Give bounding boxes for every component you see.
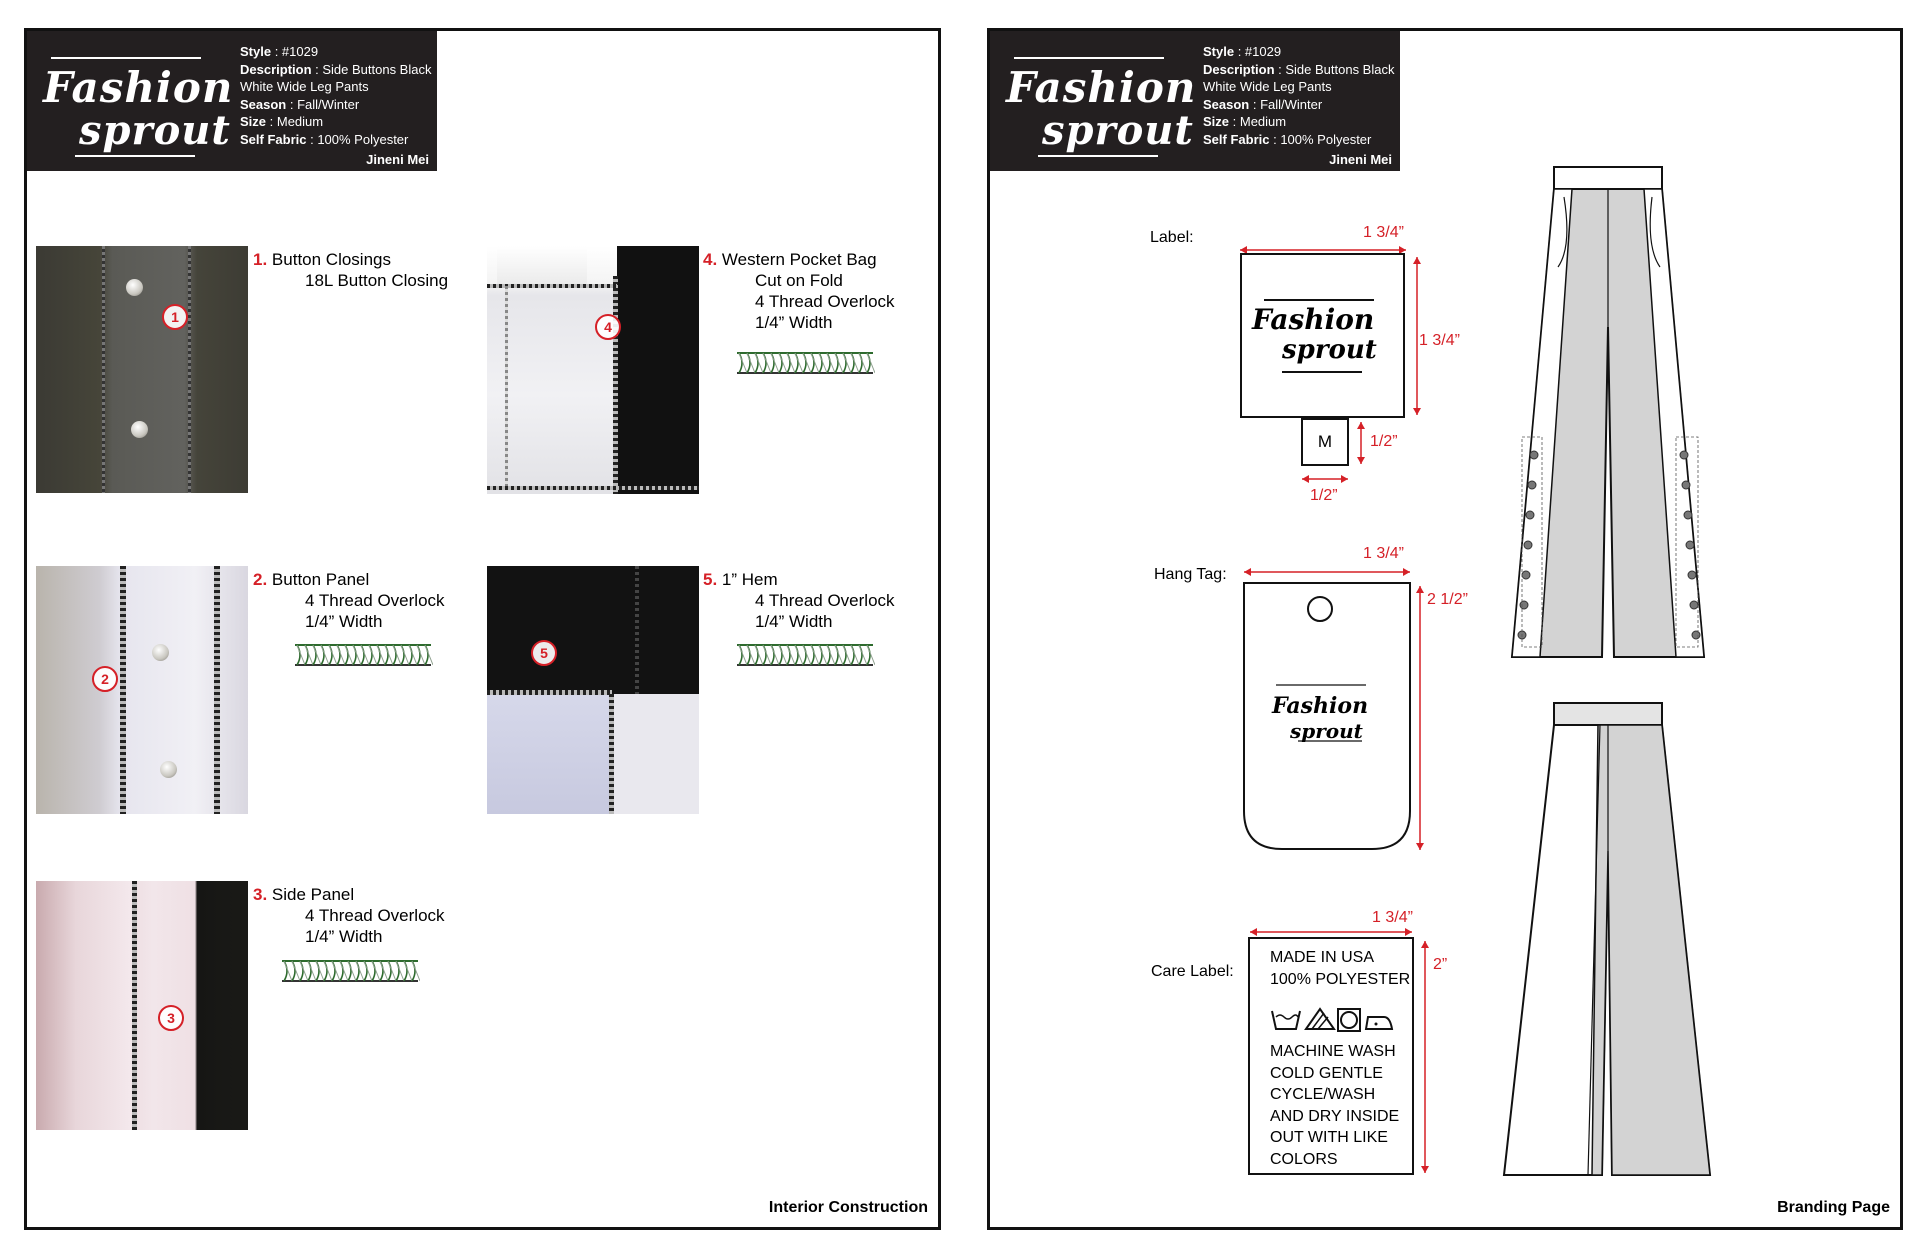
care-instruction-line: MACHINE WASH bbox=[1270, 1043, 1396, 1060]
callout-button-closings: 1. Button Closings 18L Button Closing bbox=[253, 250, 449, 290]
tab-width: 1/2” bbox=[1310, 487, 1338, 504]
care-symbols-icon bbox=[1270, 1005, 1396, 1035]
overlock-stitch-icon bbox=[293, 641, 433, 671]
photo-button-closings bbox=[36, 246, 248, 493]
callout-pocket-bag: 4. Western Pocket Bag Cut on Fold 4 Thread Overlock 1/4” Width bbox=[703, 250, 895, 332]
care-instruction-line: AND DRY INSIDE bbox=[1270, 1107, 1400, 1125]
tab-height: 1/2” bbox=[1370, 433, 1398, 450]
overlock-stitch-icon bbox=[280, 957, 420, 987]
photo-pocket-bag bbox=[487, 246, 699, 494]
marker-1: 1 bbox=[162, 304, 188, 330]
fashion-sprout-logo bbox=[35, 43, 240, 163]
overlock-stitch-icon bbox=[735, 349, 875, 379]
marker-5: 5 bbox=[531, 640, 557, 666]
photo-button-panel bbox=[36, 566, 248, 814]
pants-front-flat-sketch bbox=[1488, 691, 1728, 1191]
spec-sheet: Style : #1029 Description : Side Buttons Black White Wide Leg Pants Season : Fall/Winter Size : Medium Self Fabric : 100% Polyester bbox=[1203, 44, 1395, 147]
care-label-caption: Care Label: bbox=[1151, 963, 1234, 980]
pants-back-flat-sketch bbox=[1500, 137, 1720, 677]
care-label bbox=[1248, 937, 1414, 1175]
care-label-height: 2” bbox=[1433, 956, 1448, 973]
label-logo-word-1: Fashion bbox=[1252, 303, 1375, 336]
label-logo-word-2: sprout bbox=[1282, 335, 1377, 365]
marker-4: 4 bbox=[595, 314, 621, 340]
fashion-sprout-logo bbox=[998, 43, 1203, 163]
hang-tag-width: 1 3/4” bbox=[1363, 545, 1404, 562]
hang-tag-logo-word-2: sprout bbox=[1290, 719, 1363, 743]
callout-button-panel: 2. Button Panel 4 Thread Overlock 1/4” Width bbox=[253, 570, 445, 631]
care-instruction-line: COLORS bbox=[1270, 1150, 1338, 1168]
logo-word-1: Fashion bbox=[1006, 63, 1197, 112]
marker-2: 2 bbox=[92, 666, 118, 692]
logo-word-2: sprout bbox=[1042, 107, 1194, 154]
callout-hem: 5. 1” Hem 4 Thread Overlock 1/4” Width bbox=[703, 570, 895, 631]
label-width: 1 3/4” bbox=[1363, 224, 1404, 241]
photo-hem bbox=[487, 566, 699, 814]
header-block bbox=[990, 31, 1400, 171]
care-instruction-line: COLD GENTLE bbox=[1270, 1064, 1383, 1082]
page-footer-title: Interior Construction bbox=[768, 1199, 928, 1216]
photo-side-panel bbox=[36, 881, 248, 1130]
header-block bbox=[27, 31, 437, 171]
label-caption: Label: bbox=[1150, 229, 1194, 246]
logo-word-1: Fashion bbox=[43, 63, 234, 112]
designer-name: Jineni Mei bbox=[1329, 152, 1392, 167]
hang-tag-caption: Hang Tag: bbox=[1154, 566, 1227, 583]
overlock-stitch-icon bbox=[735, 641, 875, 671]
designer-name: Jineni Mei bbox=[366, 152, 429, 167]
care-origin: MADE IN USA bbox=[1270, 949, 1375, 966]
spec-sheet: Style : #1029 Description : Side Buttons Black White Wide Leg Pants Season : Fall/Winter Size : Medium Self Fabric : 100% Polyester bbox=[240, 44, 432, 147]
care-fiber: 100% POLYESTER bbox=[1270, 971, 1411, 988]
logo-word-2: sprout bbox=[79, 107, 231, 154]
tab-height-dimension bbox=[1354, 420, 1368, 466]
hang-tag-logo-word-1: Fashion bbox=[1272, 693, 1369, 719]
label-height: 1 3/4” bbox=[1419, 332, 1460, 349]
hang-tag-height: 2 1/2” bbox=[1427, 591, 1468, 608]
branding-page bbox=[987, 28, 1903, 1230]
care-label-height-dimension bbox=[1418, 939, 1432, 1175]
hang-tag-height-dimension bbox=[1413, 584, 1427, 852]
size-tab bbox=[1301, 418, 1349, 466]
care-instruction-line: OUT WITH LIKE bbox=[1270, 1129, 1388, 1146]
marker-3: 3 bbox=[158, 1005, 184, 1031]
callout-side-panel: 3. Side Panel 4 Thread Overlock 1/4” Width bbox=[253, 885, 445, 946]
page-footer-title: Branding Page bbox=[1777, 1199, 1890, 1216]
brand-label bbox=[1240, 253, 1405, 418]
care-instruction-line: CYCLE/WASH bbox=[1270, 1086, 1376, 1103]
size-tab-text: M bbox=[1317, 432, 1333, 451]
tab-width-dimension bbox=[1300, 472, 1350, 486]
care-label-width: 1 3/4” bbox=[1372, 909, 1413, 926]
interior-construction-page bbox=[24, 28, 941, 1230]
hang-tag-width-dimension bbox=[1242, 565, 1412, 579]
